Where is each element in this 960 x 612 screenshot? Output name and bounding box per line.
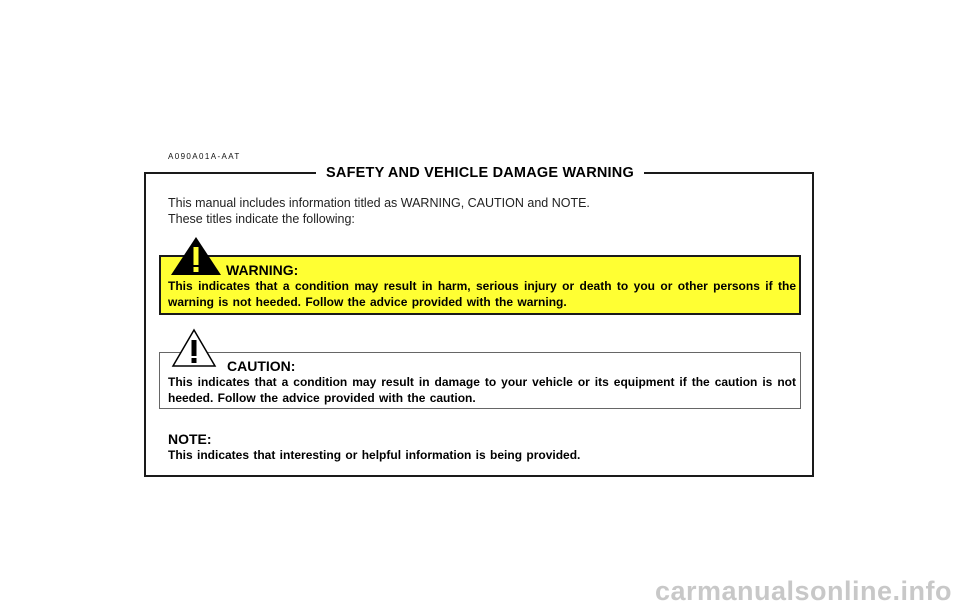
exclamation-triangle-icon bbox=[170, 236, 222, 276]
note-text: This indicates that interesting or helpful information is being provided. bbox=[168, 448, 581, 462]
section-code: A090A01A-AAT bbox=[168, 152, 241, 161]
exclamation-triangle-outline-icon bbox=[171, 328, 217, 368]
caution-label: CAUTION: bbox=[227, 358, 296, 374]
watermark-text: carmanualsonline.info bbox=[654, 576, 952, 606]
intro-line-2: These titles indicate the following: bbox=[168, 212, 355, 226]
caution-text: This indicates that a condition may result in damage to your vehicle or its equipment if the caution is not heeded. Follow the advice provided with the caution. bbox=[168, 375, 796, 405]
intro-line-1: This manual includes information titled as WARNING, CAUTION and NOTE. bbox=[168, 196, 590, 210]
note-label: NOTE: bbox=[168, 431, 212, 447]
warning-label: WARNING: bbox=[226, 262, 299, 278]
page-title: SAFETY AND VEHICLE DAMAGE WARNING bbox=[316, 162, 644, 184]
warning-text: This indicates that a condition may result in harm, serious injury or death to you or other persons if the warning is not heeded. Follow the advice provided with the warning. bbox=[168, 279, 796, 309]
intro-text bbox=[168, 195, 590, 227]
